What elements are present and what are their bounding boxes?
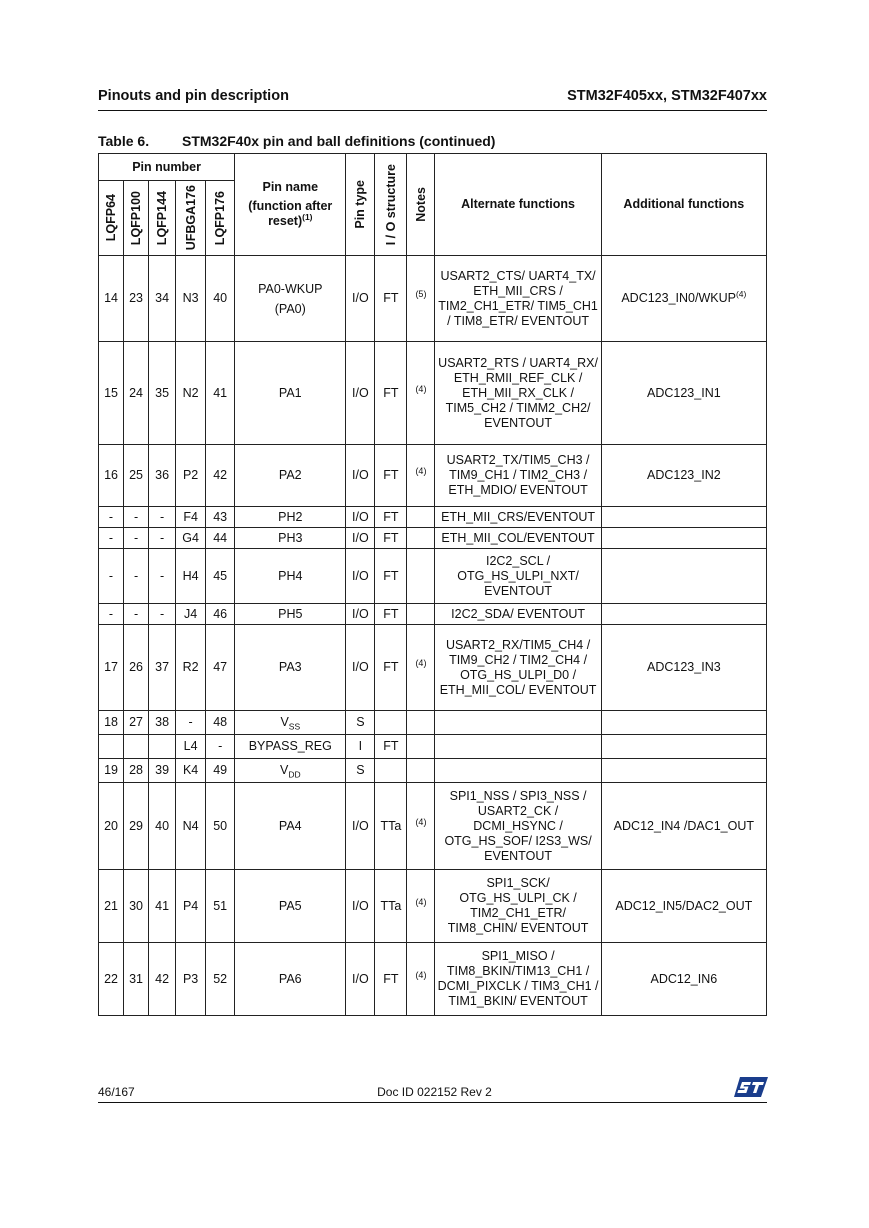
additional-functions-text: ADC123_IN0/WKUP (621, 291, 736, 305)
io-structure-cell: FT (375, 528, 407, 549)
lqfp176-cell: 46 (206, 604, 235, 625)
pin-type-cell: I/O (346, 943, 375, 1016)
table-title: STM32F40x pin and ball definitions (continued) (182, 133, 496, 149)
lqfp144-cell: 35 (149, 342, 176, 445)
lqfp176-cell: 41 (206, 342, 235, 445)
lqfp144-cell: 40 (149, 783, 176, 870)
pin-name-cell (235, 711, 346, 735)
lqfp144-cell: - (149, 507, 176, 528)
lqfp100-cell (124, 735, 149, 759)
pin-type-cell: I/O (346, 625, 375, 711)
notes-header: Notes (407, 154, 435, 256)
lqfp144-header: LQFP144 (149, 181, 176, 256)
lqfp64-cell: 18 (99, 711, 124, 735)
pin-name-subscript: SS (288, 721, 301, 732)
lqfp144-cell: 42 (149, 943, 176, 1016)
lqfp144-cell: 34 (149, 256, 176, 342)
io-structure-cell: FT (375, 943, 407, 1016)
pin-type-cell: I/O (346, 445, 375, 507)
alternate-functions-cell: SPI1_SCK/ OTG_HS_ULPI_CK / TIM2_CH1_ETR/ TIM8_CHIN/ EVENTOUT (435, 870, 601, 943)
ufbga176-cell: F4 (176, 507, 206, 528)
lqfp176-cell: 49 (206, 759, 235, 783)
notes-cell (407, 783, 435, 870)
pin-name-text: PA4 (278, 818, 302, 833)
table-row (99, 256, 767, 342)
pin-name-text: PH4 (278, 568, 303, 583)
pin-name-text: PH5 (278, 606, 303, 621)
io-structure-cell: FT (375, 735, 407, 759)
pin-name-text: V (279, 763, 289, 777)
notes-cell (407, 604, 435, 625)
lqfp144-cell: 41 (149, 870, 176, 943)
lqfp64-cell: 16 (99, 445, 124, 507)
lqfp144-cell: 37 (149, 625, 176, 711)
note-ref: (4) (415, 896, 427, 907)
table-row (99, 943, 767, 1016)
ufbga176-cell: G4 (176, 528, 206, 549)
document-id: Doc ID 022152 Rev 2 (377, 1085, 492, 1099)
pin-name-cell (235, 528, 346, 549)
table-number: Table 6. (98, 133, 150, 149)
lqfp144-cell: - (149, 528, 176, 549)
additional-functions-text: ADC12_IN5/DAC2_OUT (615, 898, 753, 913)
additional-functions-cell (601, 528, 766, 549)
table-row (99, 711, 767, 735)
lqfp64-cell: 19 (99, 759, 124, 783)
ufbga176-cell: - (176, 711, 206, 735)
additional-functions-cell (601, 711, 766, 735)
alternate-functions-cell: I2C2_SCL / OTG_HS_ULPI_NXT/ EVENTOUT (435, 549, 601, 604)
additional-functions-cell (601, 256, 766, 342)
lqfp100-cell: 24 (124, 342, 149, 445)
lqfp100-cell: 23 (124, 256, 149, 342)
ufbga176-cell: N4 (176, 783, 206, 870)
note-ref: (4) (415, 658, 427, 668)
table-row (99, 445, 767, 507)
pin-name-subscript: DD (288, 769, 301, 780)
pin-name-cell (235, 445, 346, 507)
notes-cell (407, 759, 435, 783)
footer-divider (98, 1102, 767, 1103)
table-row (99, 549, 767, 604)
alternate-functions-cell: ETH_MII_CRS/EVENTOUT (435, 507, 601, 528)
lqfp144-cell: - (149, 604, 176, 625)
pin-type-cell: I/O (346, 342, 375, 445)
additional-functions-cell (601, 870, 766, 943)
table-row (99, 783, 767, 870)
pin-name-cell (235, 943, 346, 1016)
lqfp64-cell: 14 (99, 256, 124, 342)
pin-name-text: BYPASS_REG (248, 739, 332, 753)
lqfp176-cell: - (206, 735, 235, 759)
pin-name-cell (235, 256, 346, 342)
table-caption (98, 133, 495, 149)
lqfp64-cell: 22 (99, 943, 124, 1016)
pin-name-title: Pin name (262, 180, 319, 194)
pin-rows (99, 256, 767, 1016)
additional-functions-text: ADC12_IN4 /DAC1_OUT (613, 818, 754, 833)
lqfp100-cell: 25 (124, 445, 149, 507)
pin-name-cell (235, 870, 346, 943)
lqfp176-cell: 42 (206, 445, 235, 507)
lqfp64-cell: - (99, 604, 124, 625)
note-ref: (4) (415, 969, 427, 980)
notes-cell (407, 711, 435, 735)
pin-type-cell: S (346, 711, 375, 735)
table-row (99, 759, 767, 783)
notes-cell (407, 256, 435, 342)
alternate-functions-cell: SPI1_MISO / TIM8_BKIN/TIM13_CH1 / DCMI_PIXCLK / TIM3_CH1 / TIM1_BKIN/ EVENTOUT (435, 943, 601, 1016)
pin-name-text: PA2 (278, 468, 302, 482)
notes-cell (407, 870, 435, 943)
table-row (99, 507, 767, 528)
pin-type-cell: I/O (346, 528, 375, 549)
alternate-functions-cell: SPI1_NSS / SPI3_NSS / USART2_CK / DCMI_HSYNC / OTG_HS_SOF/ I2S3_WS/ EVENTOUT (435, 783, 601, 870)
ufbga176-cell: N3 (176, 256, 206, 342)
pin-name-text: PH2 (278, 509, 303, 524)
lqfp176-cell: 50 (206, 783, 235, 870)
alternate-functions-cell (435, 735, 601, 759)
pin-name-text: PA0-WKUP (PA0) (258, 281, 323, 316)
pin-type-cell: I/O (346, 783, 375, 870)
lqfp176-cell: 48 (206, 711, 235, 735)
additional-functions-cell (601, 445, 766, 507)
ufbga176-cell: H4 (176, 549, 206, 604)
pin-type-cell: I (346, 735, 375, 759)
io-structure-cell: FT (375, 604, 407, 625)
additional-functions-cell (601, 342, 766, 445)
additional-functions-cell (601, 735, 766, 759)
io-structure-cell (375, 711, 407, 735)
notes-cell (407, 445, 435, 507)
notes-cell (407, 528, 435, 549)
alternate-functions-cell: ETH_MII_COL/EVENTOUT (435, 528, 601, 549)
pin-name-cell (235, 549, 346, 604)
notes-cell (407, 735, 435, 759)
table-row (99, 528, 767, 549)
io-structure-cell: FT (375, 625, 407, 711)
lqfp100-cell: 29 (124, 783, 149, 870)
alternate-functions-cell: USART2_RTS / UART4_RX/ ETH_RMII_REF_CLK / ETH_MII_RX_CLK / TIM5_CH2 / TIMM2_CH2/ EVENTOUT (435, 342, 601, 445)
lqfp100-cell: - (124, 604, 149, 625)
notes-cell (407, 943, 435, 1016)
additional-functions-header: Additional functions (601, 154, 766, 256)
pin-name-footnote: (1) (302, 211, 313, 222)
lqfp100-cell: 28 (124, 759, 149, 783)
ufbga176-cell: P3 (176, 943, 206, 1016)
io-structure-cell (375, 759, 407, 783)
additional-functions-cell (601, 625, 766, 711)
notes-cell (407, 507, 435, 528)
lqfp64-header: LQFP64 (99, 181, 124, 256)
pin-type-cell: S (346, 759, 375, 783)
page-number: 46/167 (98, 1085, 135, 1099)
pin-name-cell (235, 759, 346, 783)
ufbga176-cell: N2 (176, 342, 206, 445)
pin-name-cell (235, 625, 346, 711)
additional-functions-cell (601, 549, 766, 604)
table-row (99, 342, 767, 445)
io-structure-cell: TTa (375, 783, 407, 870)
notes-cell (407, 549, 435, 604)
pin-type-header: Pin type (346, 154, 375, 256)
io-structure-cell: FT (375, 256, 407, 342)
table-row (99, 604, 767, 625)
pin-type-cell: I/O (346, 870, 375, 943)
pin-name-subtitle: (function after reset) (248, 199, 333, 228)
alternate-functions-cell: USART2_TX/TIM5_CH3 / TIM9_CH1 / TIM2_CH3 / ETH_MDIO/ EVENTOUT (435, 445, 601, 507)
lqfp100-cell: - (124, 507, 149, 528)
lqfp144-cell: 38 (149, 711, 176, 735)
ufbga176-cell: J4 (176, 604, 206, 625)
additional-functions-text: ADC123_IN1 (647, 385, 721, 400)
notes-cell (407, 625, 435, 711)
table-row (99, 870, 767, 943)
notes-cell (407, 342, 435, 445)
io-structure-cell: FT (375, 549, 407, 604)
lqfp176-cell: 47 (206, 625, 235, 711)
pin-name-text: PA5 (278, 898, 302, 913)
lqfp176-header: LQFP176 (206, 181, 235, 256)
lqfp144-cell: 36 (149, 445, 176, 507)
lqfp100-cell: - (124, 549, 149, 604)
pin-name-text: PA3 (278, 660, 302, 674)
lqfp176-cell: 44 (206, 528, 235, 549)
lqfp100-cell: - (124, 528, 149, 549)
additional-functions-cell (601, 604, 766, 625)
alternate-functions-cell: USART2_RX/TIM5_CH4 / TIM9_CH2 / TIM2_CH4 / OTG_HS_ULPI_D0 / ETH_MII_COL/ EVENTOUT (435, 625, 601, 711)
lqfp176-cell: 40 (206, 256, 235, 342)
lqfp64-cell: - (99, 507, 124, 528)
ufbga176-header: UFBGA176 (176, 181, 206, 256)
additional-functions-cell (601, 943, 766, 1016)
pin-name-cell (235, 735, 346, 759)
pin-number-header: Pin number (99, 154, 235, 181)
pin-name-text: PH3 (278, 530, 303, 545)
pin-type-cell: I/O (346, 604, 375, 625)
lqfp144-cell: 39 (149, 759, 176, 783)
lqfp64-cell (99, 735, 124, 759)
lqfp176-cell: 52 (206, 943, 235, 1016)
lqfp144-cell: - (149, 549, 176, 604)
lqfp64-cell: - (99, 549, 124, 604)
pin-name-cell (235, 342, 346, 445)
ufbga176-cell: L4 (176, 735, 206, 759)
ufbga176-cell: K4 (176, 759, 206, 783)
pin-name-cell (235, 604, 346, 625)
pin-type-cell: I/O (346, 256, 375, 342)
lqfp100-header: LQFP100 (124, 181, 149, 256)
pin-name-header (235, 154, 346, 256)
pin-type-cell: I/O (346, 507, 375, 528)
alternate-functions-cell: USART2_CTS/ UART4_TX/ ETH_MII_CRS / TIM2_CH1_ETR/ TIM5_CH1 / TIM8_ETR/ EVENTOUT (435, 256, 601, 342)
lqfp64-cell: 17 (99, 625, 124, 711)
lqfp100-cell: 27 (124, 711, 149, 735)
lqfp176-cell: 45 (206, 549, 235, 604)
lqfp64-cell: 21 (99, 870, 124, 943)
lqfp100-cell: 31 (124, 943, 149, 1016)
pin-name-cell (235, 783, 346, 870)
note-ref: (4) (415, 816, 427, 827)
alternate-functions-cell: I2C2_SDA/ EVENTOUT (435, 604, 601, 625)
table-row (99, 735, 767, 759)
lqfp64-cell: 15 (99, 342, 124, 445)
note-ref: (4) (415, 383, 427, 394)
additional-functions-text: ADC123_IN3 (647, 660, 721, 674)
ufbga176-cell: P2 (176, 445, 206, 507)
ufbga176-cell: R2 (176, 625, 206, 711)
pin-type-cell: I/O (346, 549, 375, 604)
note-ref: (5) (415, 289, 427, 299)
additional-functions-cell (601, 759, 766, 783)
alternate-functions-cell (435, 759, 601, 783)
lqfp100-cell: 30 (124, 870, 149, 943)
ufbga176-cell: P4 (176, 870, 206, 943)
lqfp176-cell: 51 (206, 870, 235, 943)
additional-functions-text: ADC12_IN6 (650, 971, 718, 986)
lqfp144-cell (149, 735, 176, 759)
additional-functions-text: ADC123_IN2 (647, 468, 721, 482)
additional-footnote: (4) (735, 288, 747, 299)
section-title: Pinouts and pin description (98, 88, 289, 104)
lqfp100-cell: 26 (124, 625, 149, 711)
alternate-functions-header: Alternate functions (435, 154, 601, 256)
io-structure-cell: FT (375, 507, 407, 528)
alternate-functions-cell (435, 711, 601, 735)
lqfp64-cell: - (99, 528, 124, 549)
io-structure-cell: FT (375, 342, 407, 445)
pin-definition-table (98, 153, 767, 1016)
st-logo-icon (734, 1076, 768, 1098)
product-name: STM32F405xx, STM32F407xx (567, 88, 767, 104)
pin-name-cell (235, 507, 346, 528)
note-ref: (4) (415, 466, 427, 476)
table-row (99, 625, 767, 711)
pin-name-text: V (280, 715, 289, 729)
pin-name-text: PA1 (278, 385, 302, 400)
additional-functions-cell (601, 783, 766, 870)
io-structure-cell: TTa (375, 870, 407, 943)
header-divider (98, 110, 767, 111)
pin-name-text: PA6 (278, 971, 302, 986)
io-structure-cell: FT (375, 445, 407, 507)
io-structure-header: I / O structure (375, 154, 407, 256)
lqfp64-cell: 20 (99, 783, 124, 870)
lqfp176-cell: 43 (206, 507, 235, 528)
additional-functions-cell (601, 507, 766, 528)
